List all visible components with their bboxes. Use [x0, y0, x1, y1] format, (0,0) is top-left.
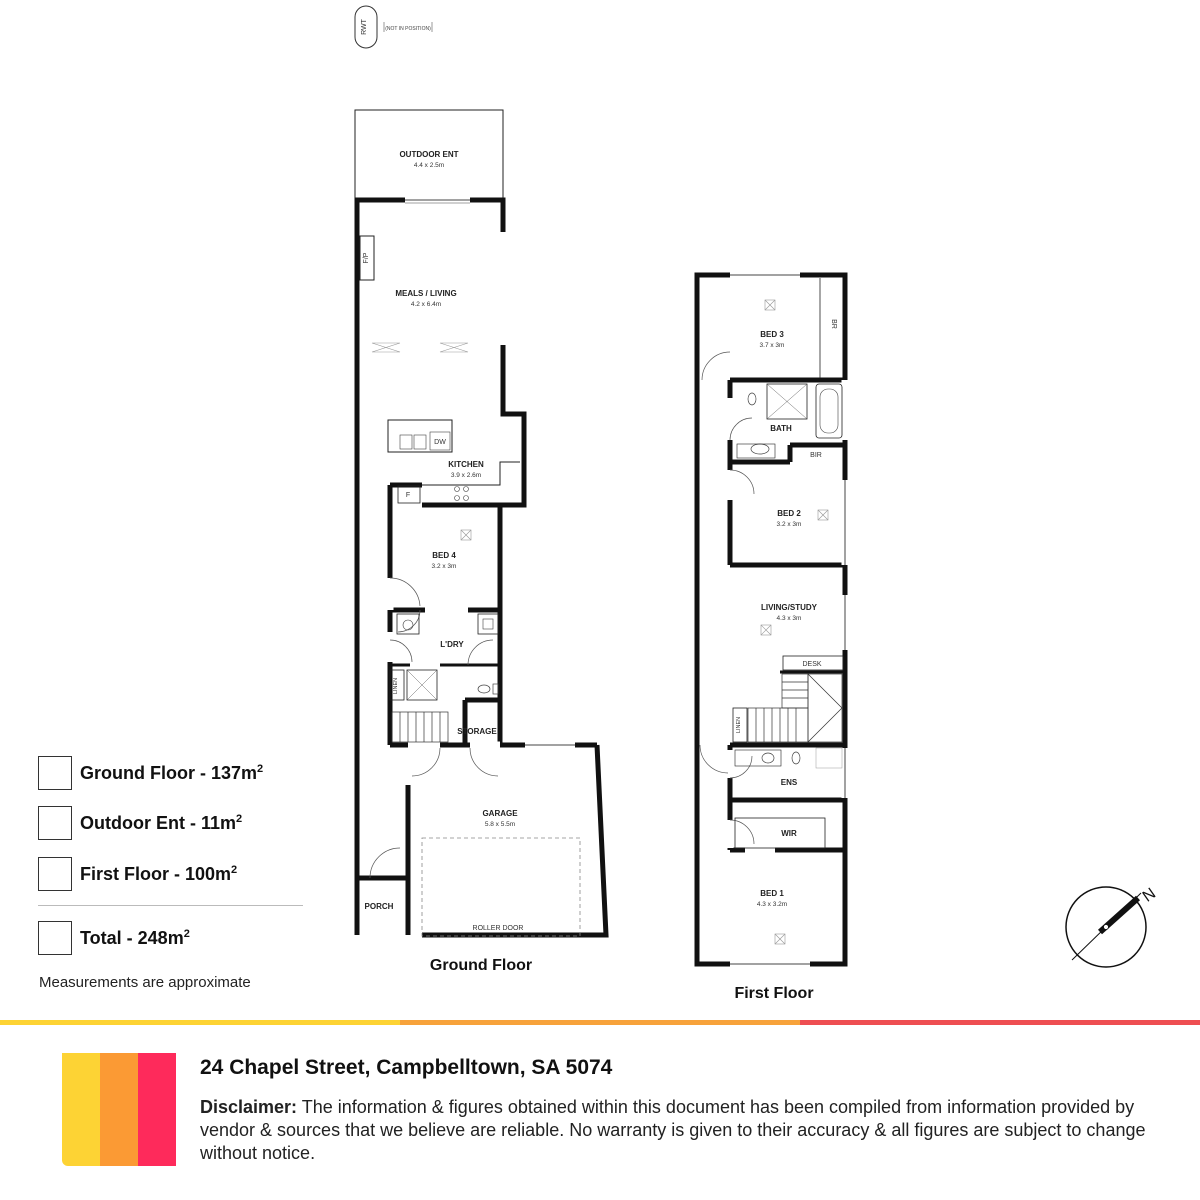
garage-parking-outline: [422, 838, 580, 936]
linen-label: LINEN: [736, 716, 742, 734]
ground-floor-plan: [355, 110, 606, 974]
sink-icon: [414, 435, 426, 449]
meals-living-label: MEALS / LIVING: [395, 289, 457, 298]
garage-label: GARAGE: [482, 809, 518, 818]
legend-swatch: [38, 806, 72, 840]
stripe-red: [800, 1020, 1200, 1025]
laundry-tub-icon: [397, 614, 419, 634]
disclaimer-text: The information & figures obtained within this document has been compiled from information provided by vendor & sources that we believe are reliable. No warranty is given to their accuracy & all figures are subject to change without notice.: [200, 1097, 1146, 1163]
bed3-label: BED 3: [760, 330, 784, 339]
outdoor-ent-label: OUTDOOR ENT: [399, 150, 459, 159]
sink-icon: [400, 435, 412, 449]
bed1-label: BED 1: [760, 889, 784, 898]
basin-icon: [751, 444, 769, 454]
toilet-icon: [478, 685, 490, 693]
dishwasher-label: DW: [434, 439, 446, 446]
porch-label: PORCH: [364, 902, 394, 911]
wir-shelving: [735, 818, 825, 848]
legend-total: [38, 921, 190, 955]
bed1-dim: 4.3 x 3.2m: [756, 901, 788, 908]
legend-swatch: [38, 921, 72, 955]
fridge-label: F: [405, 492, 411, 499]
living-study-dim: 4.3 x 3m: [776, 615, 802, 622]
stripe-orange: [400, 1020, 800, 1025]
logo-bar-yellow: [62, 1053, 100, 1166]
roller-door-label: ROLLER DOOR: [472, 925, 524, 932]
legend-first-label: First Floor - $100m^2$: [80, 863, 238, 884]
ens-shower-icon: [816, 748, 842, 768]
kitchen-dim: 3.9 x 2.6m: [450, 472, 482, 479]
bed3-dim: 3.7 x 3m: [759, 342, 785, 349]
washing-machine-icon: [478, 614, 498, 634]
legend-outdoor-label: Outdoor Ent - $11m^2$: [80, 812, 243, 833]
first-walls: [697, 275, 845, 964]
legend-ground-label: Ground Floor - $137m^2$: [80, 762, 264, 783]
legend-total-label: Total - $248m^2$: [80, 927, 190, 948]
ground-walls: [357, 200, 606, 935]
first-floor-plan: [697, 275, 845, 1002]
desk-label: DESK: [802, 661, 822, 668]
living-study-label: LIVING/STUDY: [760, 603, 818, 612]
legend-ground: [38, 756, 263, 790]
disclaimer: [200, 1096, 1180, 1165]
compass-north-label: N: [1139, 885, 1160, 906]
bed4-label: BED 4: [432, 551, 456, 560]
storage-label: STORAGE: [457, 727, 497, 736]
compass-icon: [1066, 885, 1159, 967]
legend-swatch: [38, 756, 72, 790]
cooktop-icon: [455, 487, 469, 501]
property-address: 24 Chapel Street, Campbelltown, SA 5074: [200, 1056, 613, 1079]
bed2-label: BED 2: [777, 509, 801, 518]
measurements-note: Measurements are approximate: [39, 974, 251, 991]
disclaimer-label: Disclaimer:: [200, 1097, 298, 1117]
ground-light-fittings: [372, 343, 471, 540]
meals-living-dim: 4.2 x 6.4m: [410, 301, 442, 308]
rwt-note: (NOT IN POSITION): [385, 26, 431, 32]
stripe-yellow: [0, 1020, 400, 1025]
bed2-dim: 3.2 x 3m: [776, 521, 802, 528]
first-floor-title: First Floor: [734, 985, 814, 1002]
legend-divider: [38, 905, 303, 906]
basin-icon: [762, 753, 774, 763]
rain-water-tank: [355, 6, 432, 48]
fireplace-label: F/P: [363, 252, 370, 264]
logo-bar-pink: [138, 1053, 176, 1166]
ens-label: ENS: [780, 778, 798, 787]
ground-floor-title: Ground Floor: [429, 957, 533, 974]
rwt-label: RWT: [361, 19, 368, 35]
bath-label: BATH: [770, 424, 792, 433]
first-staircase: [748, 674, 842, 742]
legend-first: [38, 857, 237, 891]
outdoor-ent-dim: 4.4 x 2.5m: [413, 162, 445, 169]
wir-label: WIR: [781, 829, 797, 838]
legend-outdoor: [38, 806, 242, 840]
toilet-icon: [748, 393, 756, 405]
linen-label: LINEN: [393, 677, 399, 695]
bed2-robe-label: BIR: [810, 452, 822, 459]
kitchen-label: KITCHEN: [448, 460, 484, 469]
laundry-label: L'DRY: [440, 640, 464, 649]
bed4-dim: 3.2 x 3m: [431, 563, 457, 570]
logo-bar-orange: [100, 1053, 138, 1166]
ground-staircase: [392, 712, 448, 742]
bed3-robe-label: BR: [830, 319, 837, 329]
kitchen-island: [388, 420, 452, 452]
toilet-icon: [792, 752, 800, 764]
garage-dim: 5.8 x 5.5m: [484, 821, 516, 828]
legend-swatch: [38, 857, 72, 891]
